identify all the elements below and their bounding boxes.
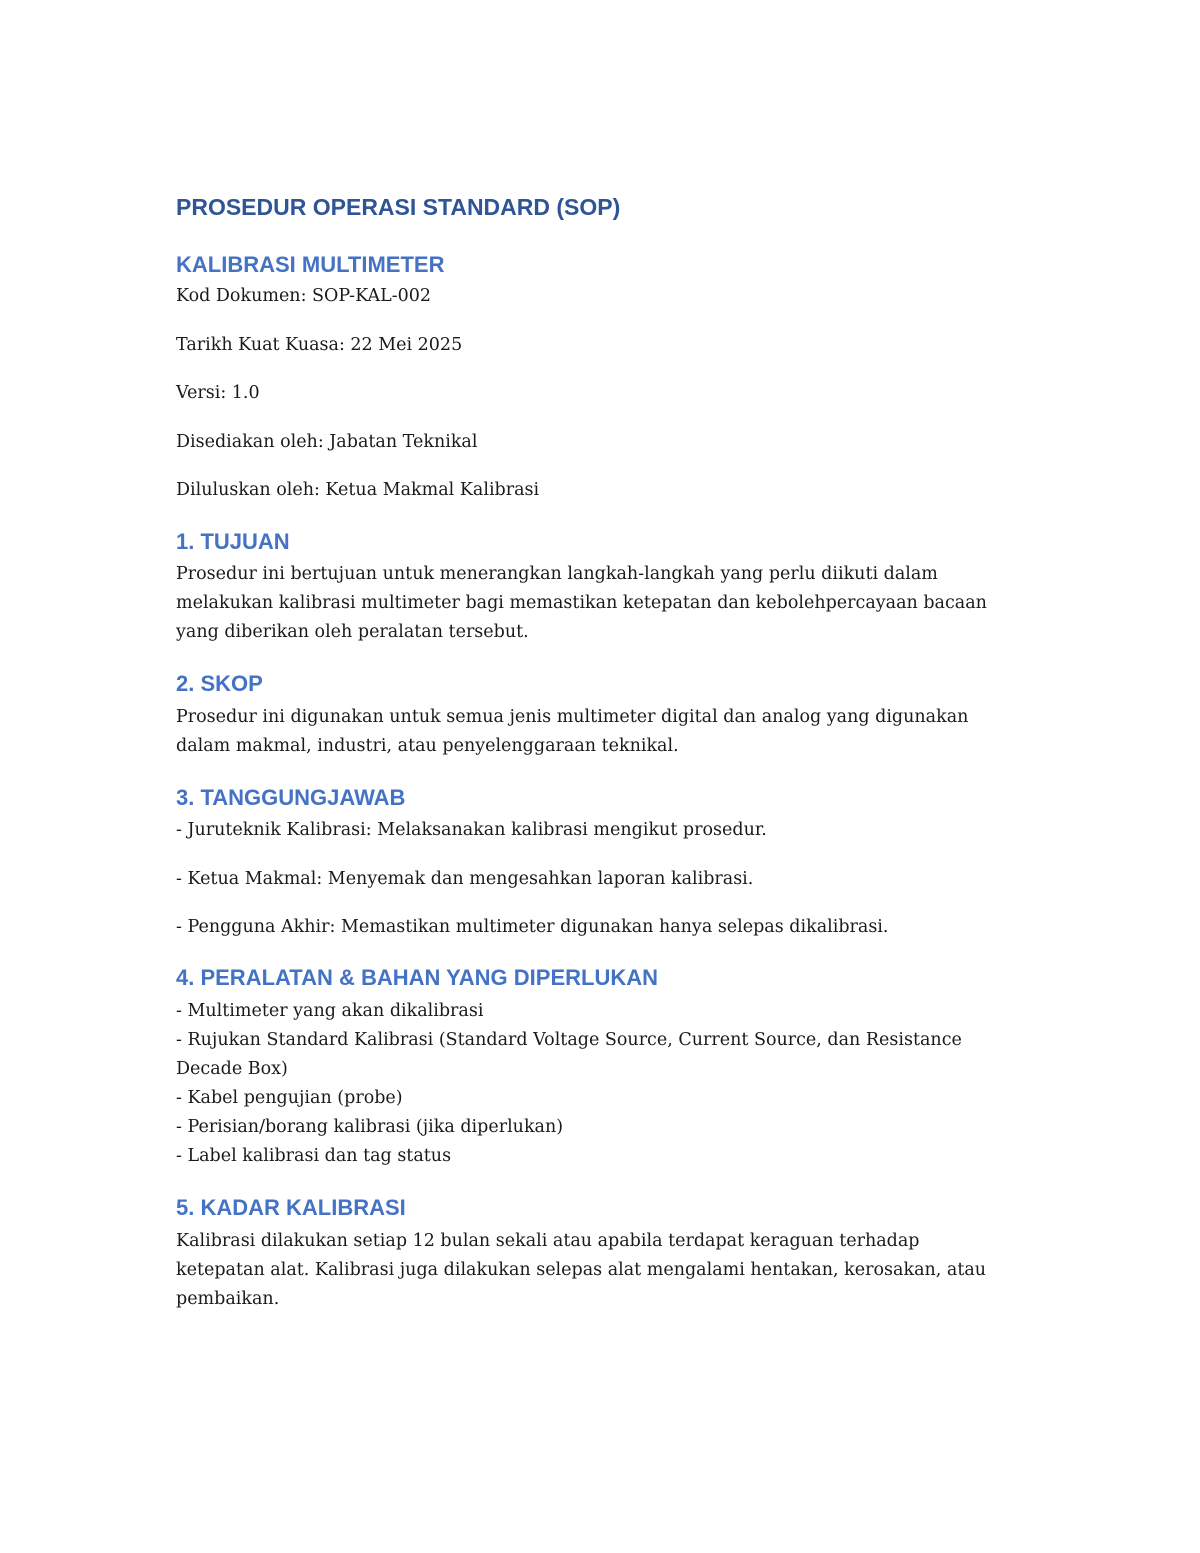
meta-document-code: Kod Dokumen: SOP-KAL-002	[176, 286, 432, 306]
kadar-line: Kalibrasi dilakukan setiap 12 bulan sekali atau apabila terdapat keraguan terhadap	[176, 1231, 920, 1251]
tanggungjawab-item: - Ketua Makmal: Menyemak dan mengesahkan laporan kalibrasi.	[176, 869, 754, 889]
section-heading-skop: 2. SKOP	[176, 671, 263, 696]
peralatan-line: - Rujukan Standard Kalibrasi (Standard Voltage Source, Current Source, dan Resistance	[176, 1030, 962, 1050]
kadar-line: ketepatan alat. Kalibrasi juga dilakukan selepas alat mengalami hentakan, kerosakan, atau	[176, 1260, 987, 1280]
meta-effective-date: Tarikh Kuat Kuasa: 22 Mei 2025	[176, 335, 463, 355]
document-content	[176, 192, 1036, 1309]
peralatan-line: - Label kalibrasi dan tag status	[176, 1146, 452, 1166]
tujuan-line: yang diberikan oleh peralatan tersebut.	[176, 622, 529, 642]
peralatan-line: - Perisian/borang kalibrasi (jika diperlukan)	[176, 1117, 564, 1137]
meta-version: Versi: 1.0	[176, 383, 260, 403]
skop-line: Prosedur ini digunakan untuk semua jenis multimeter digital dan analog yang digunakan	[176, 707, 969, 727]
document-subtitle: KALIBRASI MULTIMETER	[176, 252, 445, 277]
meta-approved-by: Diluluskan oleh: Ketua Makmal Kalibrasi	[176, 480, 540, 500]
tanggungjawab-item: - Juruteknik Kalibrasi: Melaksanakan kalibrasi mengikut prosedur.	[176, 820, 767, 840]
section-heading-tujuan: 1. TUJUAN	[176, 529, 290, 554]
meta-prepared-by: Disediakan oleh: Jabatan Teknikal	[176, 432, 478, 452]
skop-line: dalam makmal, industri, atau penyelenggaraan teknikal.	[176, 736, 679, 756]
section-heading-peralatan: 4. PERALATAN & BAHAN YANG DIPERLUKAN	[176, 965, 659, 990]
peralatan-line: Decade Box)	[176, 1059, 288, 1079]
peralatan-line: - Multimeter yang akan dikalibrasi	[176, 1001, 484, 1021]
section-heading-kadar: 5. KADAR KALIBRASI	[176, 1195, 406, 1220]
document-title: PROSEDUR OPERASI STANDARD (SOP)	[176, 194, 621, 220]
section-heading-tanggungjawab: 3. TANGGUNGJAWAB	[176, 785, 406, 810]
peralatan-line: - Kabel pengujian (probe)	[176, 1088, 403, 1108]
tujuan-line: melakukan kalibrasi multimeter bagi memastikan ketepatan dan kebolehpercayaan bacaan	[176, 593, 987, 613]
kadar-line: pembaikan.	[176, 1289, 280, 1309]
tanggungjawab-item: - Pengguna Akhir: Memastikan multimeter digunakan hanya selepas dikalibrasi.	[176, 917, 889, 937]
tujuan-line: Prosedur ini bertujuan untuk menerangkan langkah-langkah yang perlu diikuti dalam	[176, 564, 938, 584]
